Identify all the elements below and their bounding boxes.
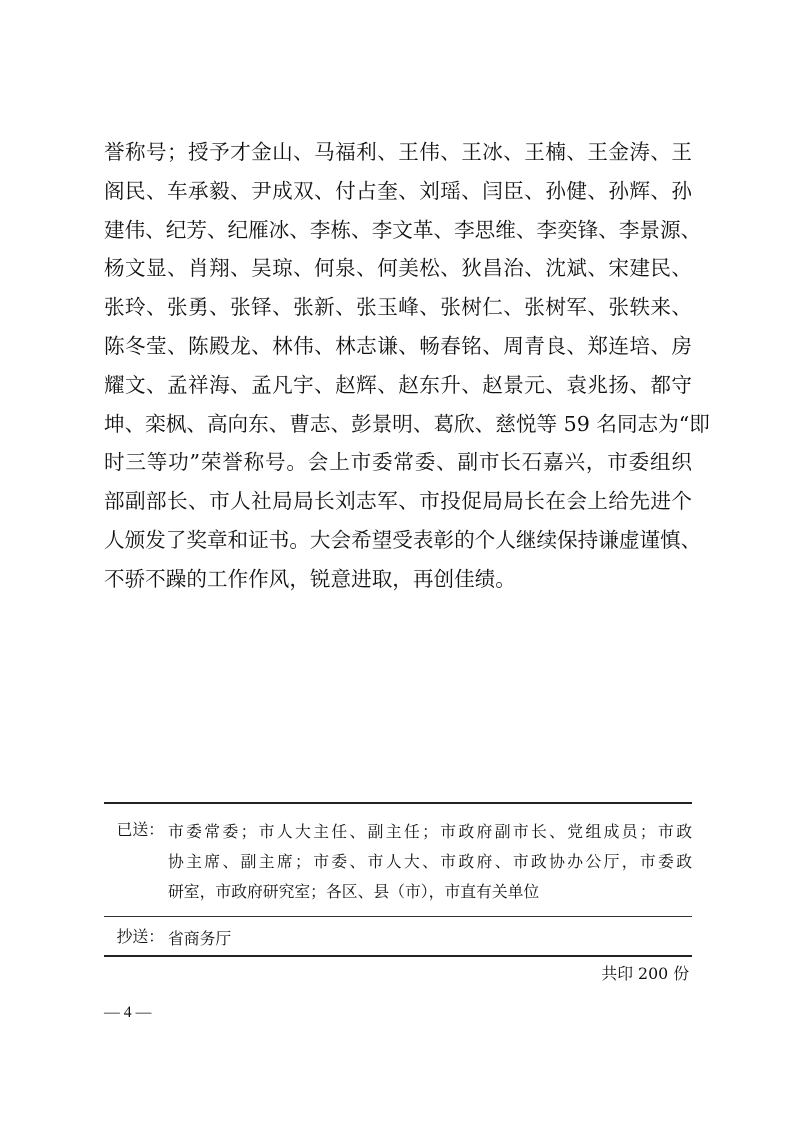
body-line: 建伟、纪芳、纪雁冰、李栋、李文革、李思维、李奕锋、李景源、 [104, 217, 702, 242]
sent-to-block [104, 817, 692, 907]
body-text [104, 133, 710, 599]
distribution-bottom-rule [104, 955, 692, 957]
sent-to-line: 协主席、副主席；市委、市人大、市政府、市政协办公厅，市委政 [168, 852, 692, 871]
body-line: 不骄不躁的工作作风，锐意进取，再创佳绩。 [104, 566, 516, 591]
body-line: 坤、栾枫、高向东、曹志、彭景明、葛欣、慈悦等 59 名同志为“即 [104, 411, 710, 436]
body-line: 耀文、孟祥海、孟凡宇、赵辉、赵东升、赵景元、袁兆扬、都守 [104, 372, 692, 397]
body-line: 人颁发了奖章和证书。大会希望受表彰的个人继续保持谦虚谨慎、 [104, 527, 702, 552]
cc-label: 抄送： [116, 927, 164, 946]
body-line: 誉称号；授予才金山、马福利、王伟、王冰、王楠、王金涛、王 [104, 140, 692, 164]
sent-to-label: 已送： [116, 820, 164, 839]
sent-to-line: 市委常委；市人大主任、副主任；市政府副市长、党组成员；市政 [168, 822, 692, 841]
distribution-top-rule [104, 802, 692, 804]
body-line: 陈冬莹、陈殿龙、林伟、林志谦、畅春铭、周青良、郑连培、房 [104, 333, 692, 358]
body-line: 张玲、张勇、张铎、张新、张玉峰、张树仁、张树军、张轶来、 [104, 295, 692, 320]
body-line: 阁民、车承毅、尹成双、付占奎、刘瑶、闫臣、孙健、孙辉、孙 [104, 178, 692, 203]
body-line: 杨文显、肖翔、吴琼、何泉、何美松、狄昌治、沈斌、宋建民、 [104, 256, 692, 281]
cc-line: 省商务厅 [168, 929, 232, 948]
distribution-middle-rule [104, 916, 692, 917]
print-count: 共印 200 份 [601, 964, 689, 983]
sent-to-line: 研室，市政府研究室；各区、县（市），市直有关单位 [168, 882, 540, 901]
body-line: 部副部长、市人社局局长刘志军、市投促局局长在会上给先进个 [104, 489, 692, 514]
cc-block [104, 924, 692, 954]
page-number: — 4 — [104, 1004, 152, 1021]
body-line: 时三等功”荣誉称号。会上市委常委、副市长石嘉兴，市委组织 [104, 450, 692, 475]
